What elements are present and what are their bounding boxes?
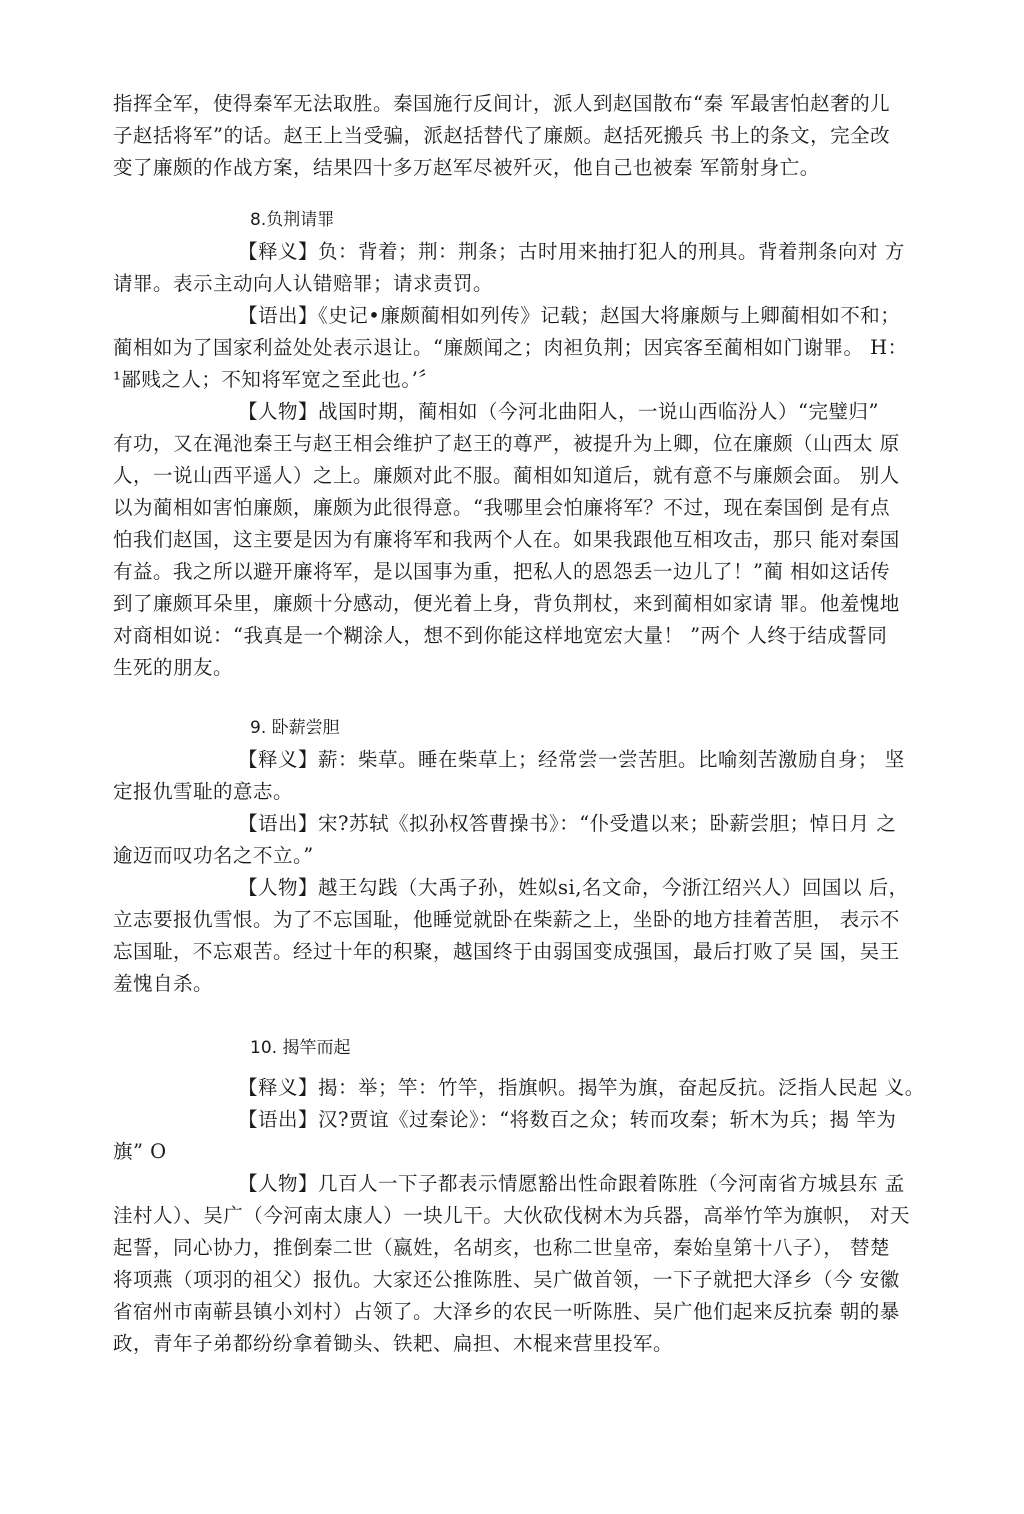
intro-paragraph: [113, 88, 913, 184]
definition-line: 【释义】薪：柴草。睡在柴草上；经常尝一尝苦胆。比喻刻苦激励自身； 坚: [238, 748, 905, 771]
story-line: 【人物】几百人一下子都表示情愿豁出性命跟着陈胜（今河南省方城县东 孟: [238, 1172, 905, 1195]
text-line: 变了廉颇的作战方案，结果四十多万赵军尽被歼灭，他自己也被秦 军箭射身亡。: [113, 156, 820, 179]
story-line: 【人物】战国时期，蔺相如（今河北曲阳人，一说山西临汾人）“完璧归”: [238, 400, 879, 423]
text-line: 起誓，同心协力，推倒秦二世（嬴姓，名胡亥，也称二世皇帝，秦始皇第十八子）， 替楚: [113, 1236, 890, 1259]
text-line: 指挥全军，使得秦军无法取胜。秦国施行反间计，派人到赵国散布“秦 军最害怕赵奢的儿: [113, 92, 891, 115]
definition-line: 【释义】揭：举；竿：竹竿，指旗帜。揭竿为旗，奋起反抗。泛指人民起 义。: [238, 1076, 925, 1099]
text-line: 对商相如说：“我真是一个糊涂人，想不到你能这样地宽宏大量！ ”两个 人终于结成誓同: [113, 624, 888, 647]
text-line: 蔺相如为了国家利益处处表示退让。“廉颇闻之；肉袒负荆；因宾客至蔺相如门谢罪。 H：: [113, 336, 908, 359]
section-heading: 9. 卧薪尝胆: [250, 718, 340, 738]
text-line: 洼村人）、吴广（今河南太康人）一块儿干。大伙砍伐树木为兵器，高举竹竿为旗帜， 对天: [113, 1204, 910, 1227]
text-line: 逾迈而叹功名之不立。”: [113, 844, 314, 867]
text-line: 忘国耻，不忘艰苦。经过十年的积聚，越国终于由弱国变成强国，最后打败了吴 国，吴王: [113, 940, 900, 963]
text-line: 政，青年子弟都纷纷拿着锄头、铁耙、扁担、木棍来营里投军。: [113, 1332, 674, 1355]
text-line: 子赵括将军”的话。赵王上当受骗，派赵括替代了廉颇。赵括死搬兵 书上的条文，完全改: [113, 124, 891, 147]
text-line: 将项燕（项羽的祖父）报仇。大家还公推陈胜、吴广做首领，一下子就把大泽乡（今 安徽: [113, 1268, 900, 1291]
text-line: 有益。我之所以避开廉将军，是以国事为重，把私人的恩怨丢一边儿了！”蔺 相如这话传: [113, 560, 891, 583]
section-heading: 10. 揭竿而起: [250, 1038, 351, 1058]
source-line: 【语出】《史记•廉颇蔺相如列传》记载；赵国大将廉颇与上卿蔺相如不和；: [238, 304, 901, 327]
document-page: [113, 88, 925, 1360]
text-line: ¹鄙贱之人；不知将军宽之至此也。’〞: [113, 368, 439, 391]
text-line: 请罪。表示主动向人认错赔罪；请求责罚。: [113, 272, 494, 295]
story-line: 【人物】越王勾践（大禹子孙，姓姒si,名文命，今浙江绍兴人）回国以 后，: [238, 876, 909, 899]
text-line: 羞愧自杀。: [113, 972, 214, 995]
text-line: 定报仇雪耻的意志。: [113, 780, 294, 803]
section-9: [113, 712, 913, 1000]
source-line: 【语出】汉?贾谊《过秦论》：“将数百之众；转而攻秦；斩木为兵；揭 竿为: [238, 1108, 897, 1131]
section-10: [113, 1032, 925, 1360]
text-line: 人，一说山西平遥人）之上。廉颇对此不服。蔺相如知道后，就有意不与廉颇会面。 别人: [113, 464, 900, 487]
text-line: 怕我们赵国，这主要是因为有廉将军和我两个人在。如果我跟他互相攻击，那只 能对秦国: [113, 528, 900, 551]
section-heading: 8.负荆请罪: [250, 210, 335, 230]
text-line: 立志要报仇雪恨。为了不忘国耻，他睡觉就卧在柴薪之上，坐卧的地方挂着苦胆， 表示不: [113, 908, 900, 931]
text-line: 以为蔺相如害怕廉颇，廉颇为此很得意。“我哪里会怕廉将军？不过，现在秦国倒 是有点: [113, 496, 891, 519]
text-line: 有功，又在渑池秦王与赵王相会维护了赵王的尊严，被提升为上卿，位在廉颇（山西太 原: [113, 432, 900, 455]
section-8: [113, 204, 913, 684]
text-line: 到了廉颇耳朵里，廉颇十分感动，便光着上身，背负荆杖，来到蔺相如家请 罪。他羞愧地: [113, 592, 900, 615]
text-line: 省宿州市南蕲县镇小刘村）占领了。大泽乡的农民一听陈胜、吴广他们起来反抗秦 朝的暴: [113, 1300, 900, 1323]
text-line: 生死的朋友。: [113, 656, 234, 679]
definition-line: 【释义】负：背着；荆：荆条；古时用来抽打犯人的刑具。背着荆条向对 方: [238, 240, 905, 263]
source-line: 【语出】宋?苏轼《拟孙权答曹操书》：“仆受遣以来；卧薪尝胆；悼日月 之: [238, 812, 897, 835]
text-line: 旗” O: [113, 1140, 167, 1163]
